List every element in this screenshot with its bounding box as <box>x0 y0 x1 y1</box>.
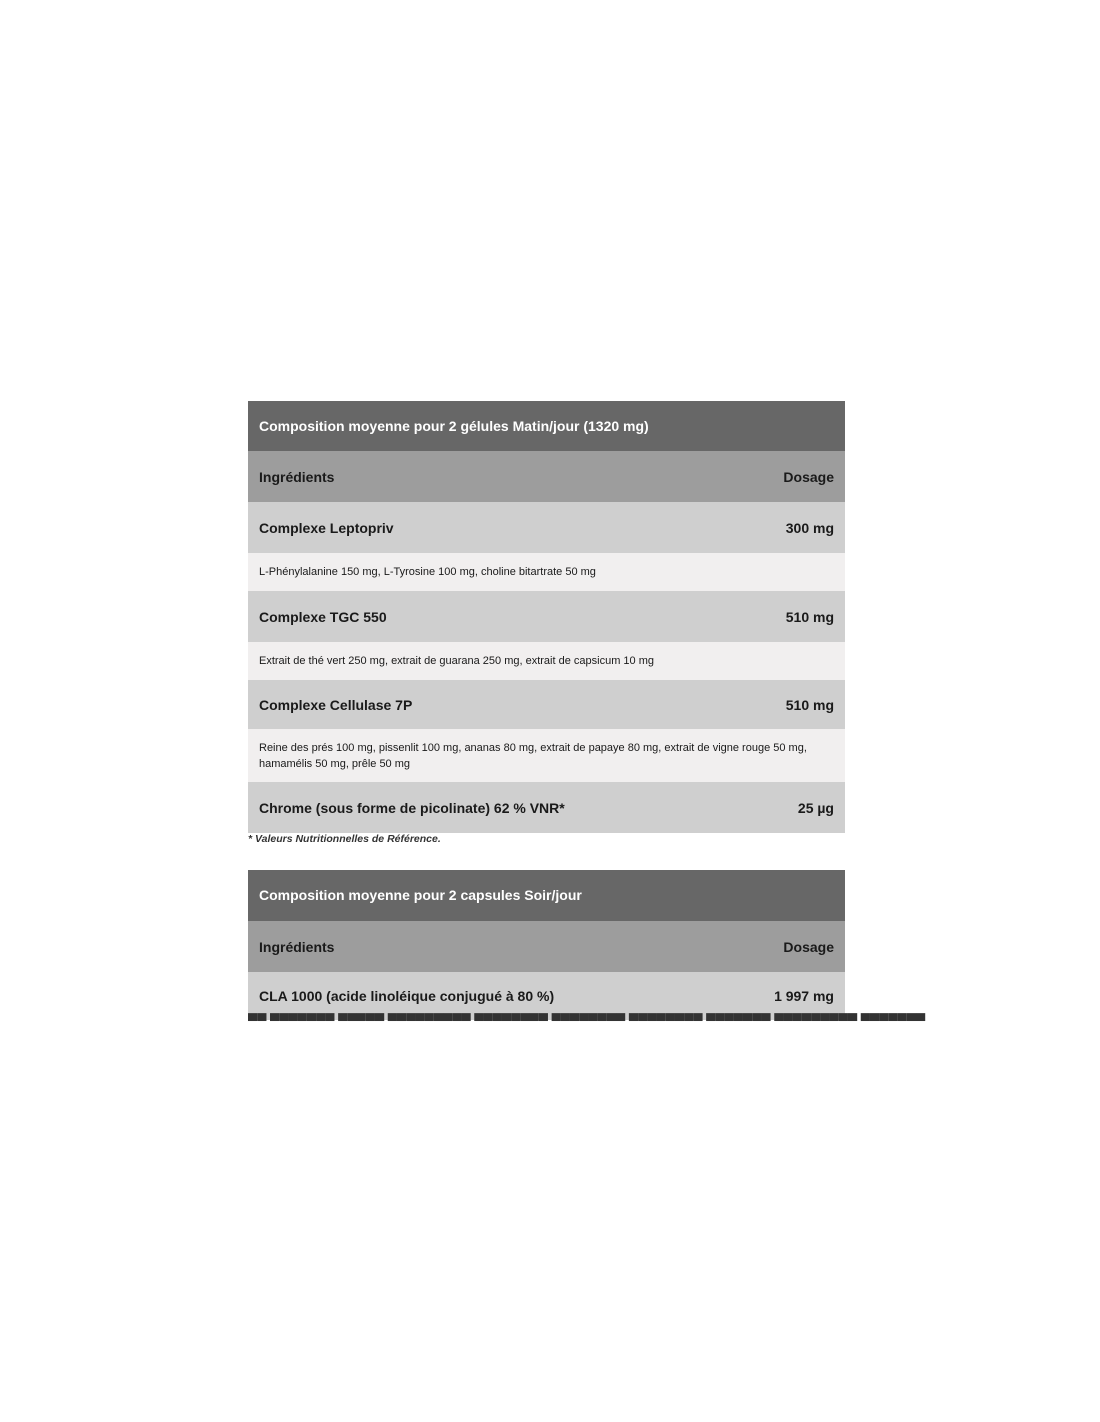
ingredient-detail: Extrait de thé vert 250 mg, extrait de guarana 250 mg, extrait de capsicum 10 mg <box>259 655 654 667</box>
ingredient-dose: 510 mg <box>785 608 834 625</box>
ingredient-name: Chrome (sous forme de picolinate) 62 % VNR* <box>259 799 565 816</box>
ingredient-dose: 25 µg <box>797 799 834 816</box>
column-header-dosage: Dosage <box>783 938 834 955</box>
table-title: Composition moyenne pour 2 capsules Soir/jour <box>248 870 845 921</box>
column-header-dosage: Dosage <box>783 468 834 485</box>
composition-table-evening <box>248 870 845 1020</box>
ingredient-detail-row <box>248 553 845 591</box>
column-header-ingredients: Ingrédients <box>259 468 335 485</box>
ingredient-detail-row <box>248 642 845 680</box>
table-row <box>248 680 845 729</box>
table-row <box>248 591 845 642</box>
composition-table-morning <box>248 401 845 833</box>
ingredient-detail: Reine des prés 100 mg, pissenlit 100 mg, ananas 80 mg, extrait de papaye 80 mg, extrait de vigne rouge 50 mg, hamamélis 50 mg, prêle 50 mg <box>259 741 807 770</box>
ingredient-name: Complexe Leptopriv <box>259 519 394 536</box>
table-header-row <box>248 451 845 502</box>
footnote: * Valeurs Nutritionnelles de Référence. <box>248 833 441 845</box>
ingredient-detail: L-Phénylalanine 150 mg, L-Tyrosine 100 mg, choline bitartrate 50 mg <box>259 566 596 578</box>
table-row <box>248 502 845 553</box>
table-title: Composition moyenne pour 2 gélules Matin/jour (1320 mg) <box>248 401 845 451</box>
table-row <box>248 782 845 833</box>
ingredient-detail-row <box>248 729 845 782</box>
column-header-ingredients: Ingrédients <box>259 938 335 955</box>
cropped-text-line: ▀▀ ▀▀▀▀▀▀▀ ▀▀▀▀▀ ▀▀▀▀▀▀▀▀▀ ▀▀▀▀▀▀▀▀ ▀▀▀▀▀▀▀▀ ▀▀▀▀▀▀▀▀ ▀▀▀▀▀▀▀ ▀▀▀▀▀▀▀▀▀ ▀▀▀▀▀▀▀ <box>248 1013 926 1028</box>
ingredient-dose: 300 mg <box>785 519 834 536</box>
ingredient-name: Complexe Cellulase 7P <box>259 696 413 713</box>
ingredient-name: Complexe TGC 550 <box>259 608 387 625</box>
table-header-row <box>248 921 845 972</box>
ingredient-dose: 510 mg <box>785 696 834 713</box>
ingredient-name: CLA 1000 (acide linoléique conjugué à 80 %) <box>259 988 555 1004</box>
ingredient-dose: 1 997 mg <box>774 988 834 1004</box>
